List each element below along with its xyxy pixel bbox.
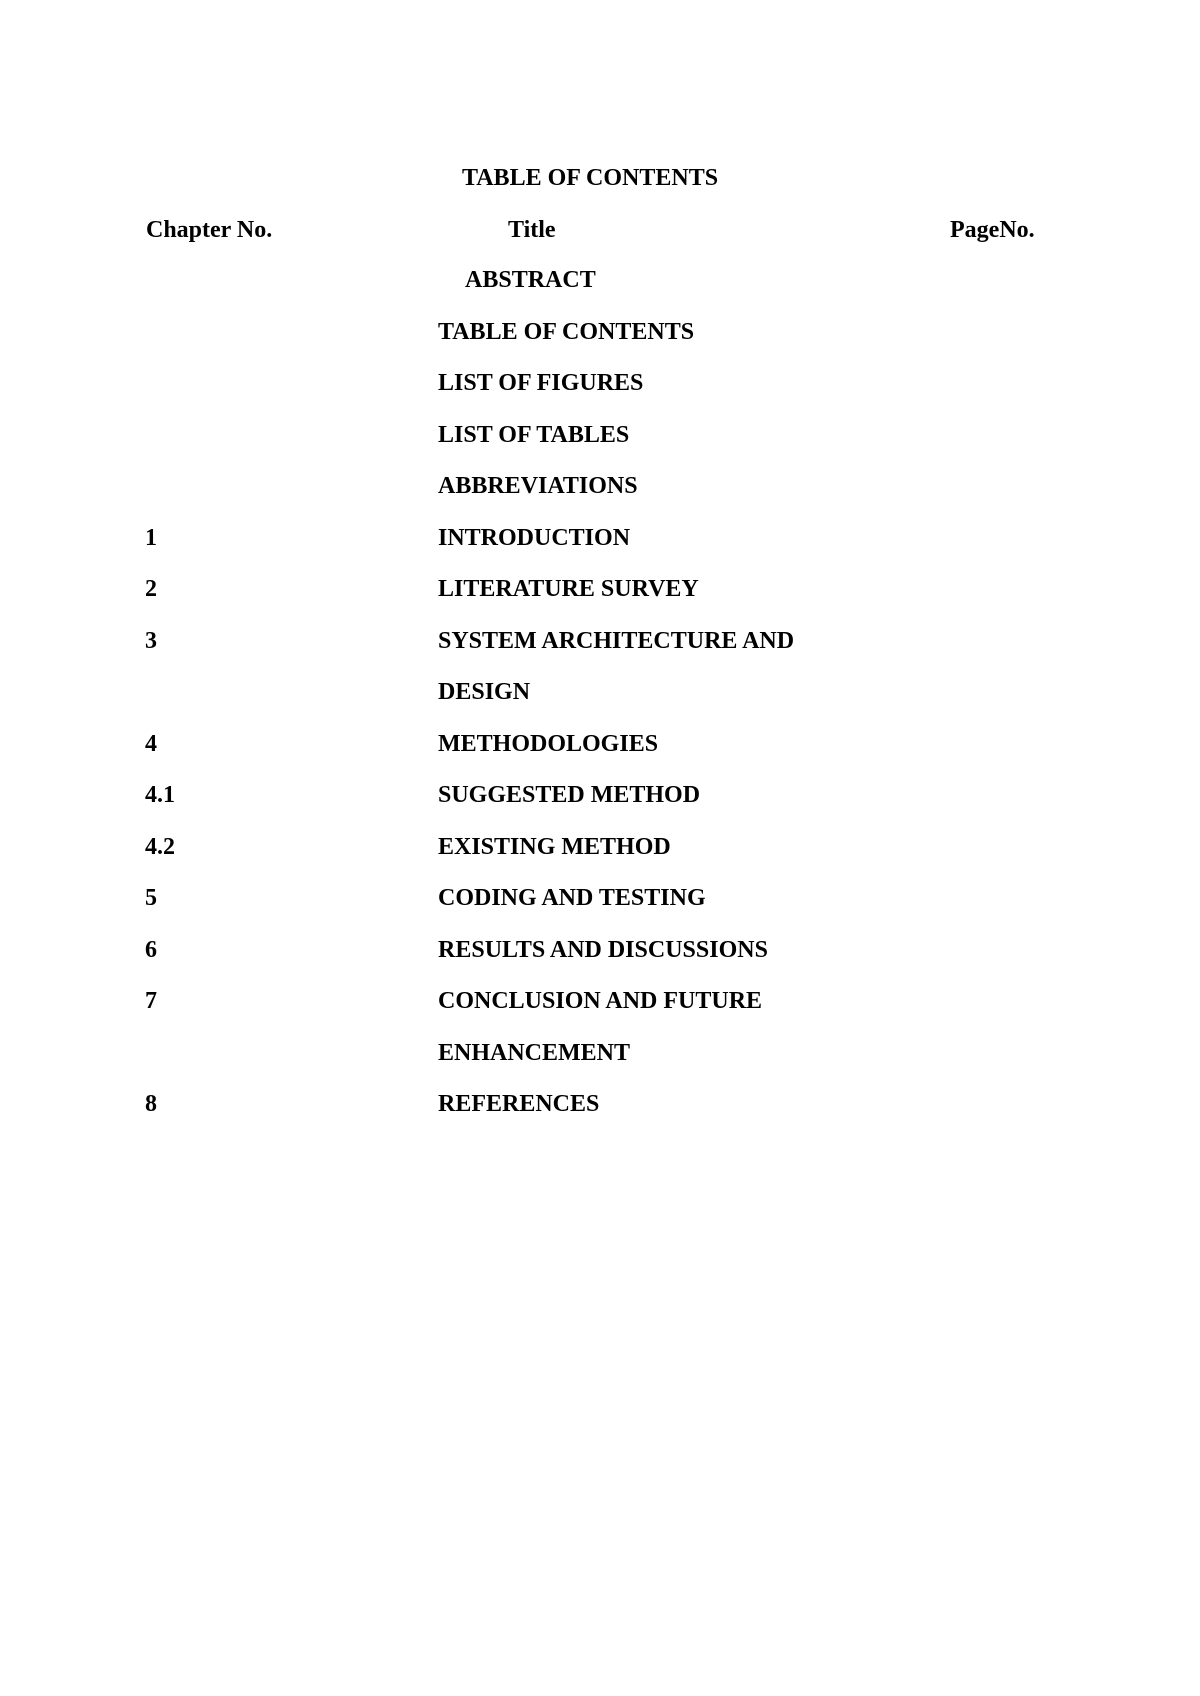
column-header-page: PageNo. <box>950 217 1035 243</box>
toc-entry-title: CODING AND TESTING <box>438 885 706 911</box>
toc-row <box>0 883 1200 935</box>
toc-entry-title: DESIGN <box>438 679 531 705</box>
toc-row <box>0 1089 1200 1141</box>
toc-chapter-number: 4 <box>145 730 157 757</box>
toc-entry-title: SYSTEM ARCHITECTURE AND <box>438 627 795 654</box>
toc-chapter-number: 4.1 <box>145 782 175 808</box>
toc-entry-title: METHODOLOGIES <box>438 730 659 757</box>
toc-list <box>0 265 1200 1141</box>
toc-chapter-number: 7 <box>145 988 157 1014</box>
toc-entry-title: LITERATURE SURVEY <box>438 576 699 602</box>
toc-entry-title: CONCLUSION AND FUTURE <box>438 988 763 1014</box>
toc-row <box>0 471 1200 523</box>
toc-row <box>0 317 1200 369</box>
toc-chapter-number: 2 <box>145 576 157 602</box>
toc-row <box>0 832 1200 884</box>
toc-row <box>0 1038 1200 1090</box>
toc-row <box>0 265 1200 317</box>
column-header-chapter: Chapter No. <box>146 217 273 243</box>
toc-row <box>0 677 1200 729</box>
column-header-row <box>0 215 1200 245</box>
page-title: TABLE OF CONTENTS <box>462 165 719 191</box>
toc-chapter-number: 8 <box>145 1091 157 1117</box>
toc-row <box>0 368 1200 420</box>
toc-entry-title: REFERENCES <box>438 1091 600 1117</box>
toc-entry-title: RESULTS AND DISCUSSIONS <box>438 936 768 963</box>
toc-row <box>0 780 1200 832</box>
toc-row <box>0 935 1200 987</box>
toc-entry-title: ENHANCEMENT <box>438 1039 631 1066</box>
toc-row <box>0 523 1200 575</box>
toc-row <box>0 626 1200 678</box>
toc-row <box>0 574 1200 626</box>
toc-row <box>0 420 1200 472</box>
toc-entry-title: EXISTING METHOD <box>438 833 671 860</box>
toc-entry-title: SUGGESTED METHOD <box>438 782 701 808</box>
toc-entry-title: INTRODUCTION <box>438 524 631 551</box>
column-header-title: Title <box>508 217 556 243</box>
toc-entry-title: LIST OF FIGURES <box>438 370 644 396</box>
toc-row <box>0 986 1200 1038</box>
toc-entry-title: LIST OF TABLES <box>438 421 630 448</box>
toc-entry-title: TABLE OF CONTENTS <box>438 318 695 345</box>
toc-chapter-number: 4.2 <box>145 833 175 860</box>
toc-chapter-number: 6 <box>145 936 157 963</box>
toc-chapter-number: 5 <box>145 885 157 911</box>
toc-entry-title: ABSTRACT <box>465 267 596 293</box>
toc-chapter-number: 3 <box>145 627 157 654</box>
toc-row <box>0 729 1200 781</box>
toc-entry-title: ABBREVIATIONS <box>438 473 638 499</box>
toc-chapter-number: 1 <box>145 524 157 551</box>
